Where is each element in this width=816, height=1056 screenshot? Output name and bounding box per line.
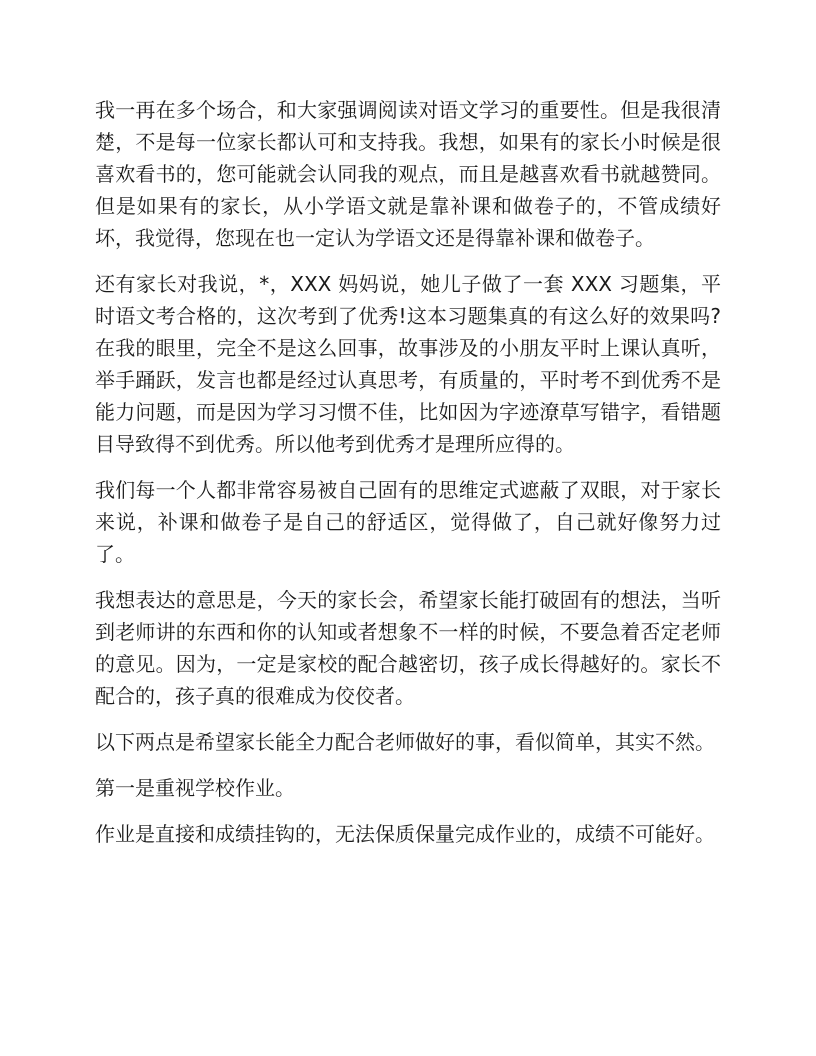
paragraph-4: 我想表达的意思是，今天的家长会，希望家长能打破固有的想法，当听到老师讲的东西和你的认知或者想象不一样的时候，不要急着否定老师的意见。因为，一定是家校的配合越密切，孩子成长得越好的。家长不配合的，孩子真的很难成为佼佼者。 [95,588,721,708]
paragraph-1: 我一再在多个场合，和大家强调阅读对语文学习的重要性。但是我很清楚，不是每一位家长都认可和支持我。我想，如果有的家长小时候是很喜欢看书的，您可能就会认同我的观点，而且是越喜欢看书就越赞同。但是如果有的家长，从小学语文就是靠补课和做卷子的，不管成绩好坏，我觉得，您现在也一定认为学语文还是得靠补课和做卷子。 [95,98,721,250]
paragraph-3: 我们每一个人都非常容易被自己固有的思维定式遮蔽了双眼，对于家长来说，补课和做卷子是自己的舒适区，觉得做了，自己就好像努力过了。 [95,478,721,566]
paragraph-7: 作业是直接和成绩挂钩的，无法保质保量完成作业的，成绩不可能好。 [95,822,715,846]
paragraph-5: 以下两点是希望家长能全力配合老师做好的事，看似简单，其实不然。 [95,730,715,754]
paragraph-6: 第一是重视学校作业。 [95,776,295,800]
document-body [95,94,721,864]
paragraph-2: 还有家长对我说，*，XXX 妈妈说，她儿子做了一套 XXX 习题集，平时语文考合格的，这次考到了优秀!这本习题集真的有这么好的效果吗?在我的眼里，完全不是这么回事，故事涉及的小朋友平时上课认真听，举手踊跃，发言也都是经过认真思考，有质量的，平时考不到优秀不是能力问题，而是因为学习习惯不佳，比如因为字迹潦草写错字，看错题目导致得不到优秀。所以他考到优秀才是理所应得的。 [95,272,721,456]
